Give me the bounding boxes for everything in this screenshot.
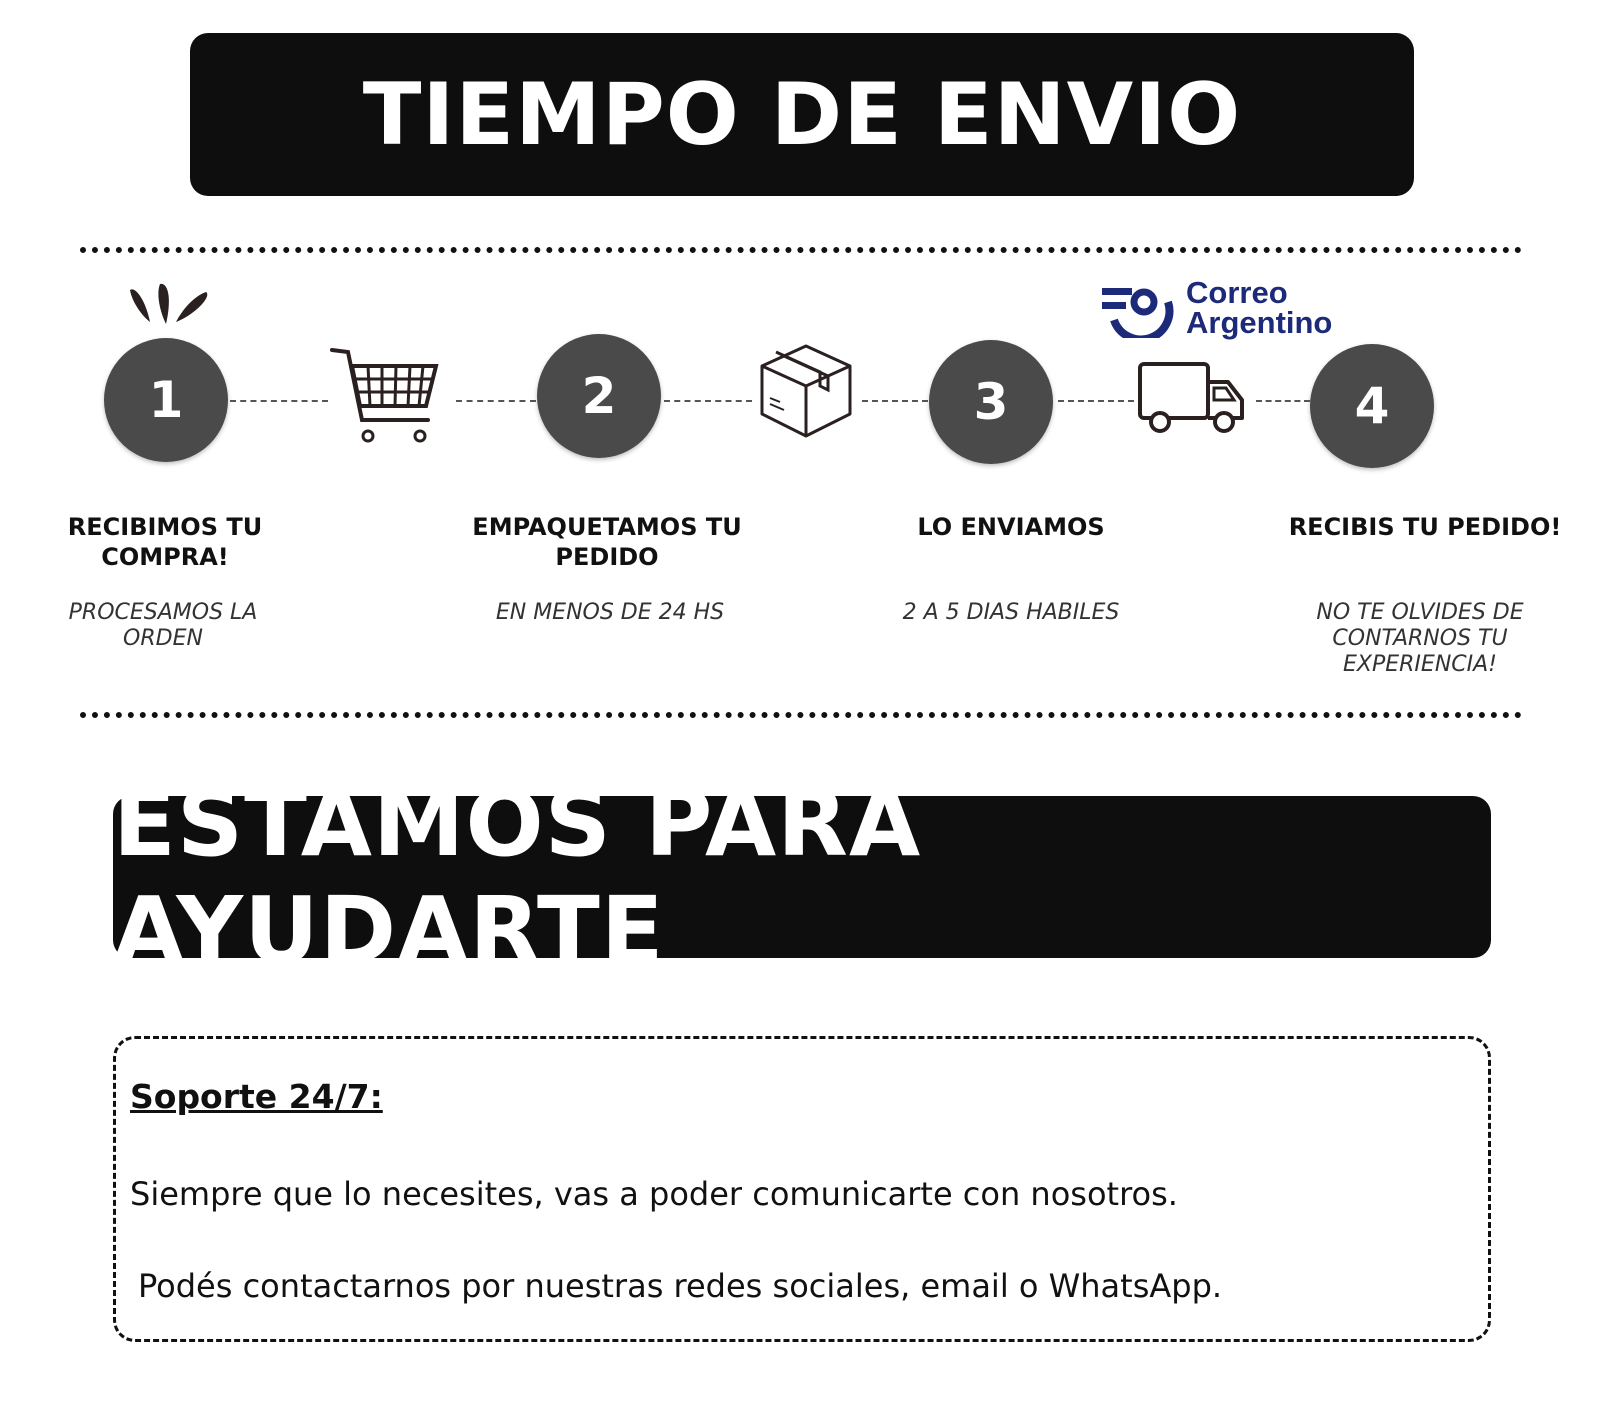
title-banner bbox=[190, 33, 1414, 196]
step-1-title: RECIBIMOS TU COMPRA! bbox=[67, 513, 263, 571]
page-title: TIEMPO DE ENVIO bbox=[362, 64, 1242, 165]
step-3-number: 3 bbox=[973, 373, 1009, 431]
step-4-number: 4 bbox=[1354, 377, 1390, 435]
step-4-subtitle: NO TE OLVIDES DE CONTARNOS TU EXPERIENCIA! bbox=[1316, 600, 1524, 677]
help-banner-title: ESTAMOS PARA AYUDARTE bbox=[113, 770, 922, 984]
step-2-subtitle: EN MENOS DE 24 HS bbox=[495, 600, 725, 625]
step-1-subtitle: PROCESAMOS LA ORDEN bbox=[68, 600, 258, 651]
dotted-divider-bottom bbox=[80, 712, 1522, 718]
step-4-circle bbox=[1310, 344, 1434, 468]
step-3-subtitle: 2 A 5 DIAS HABILES bbox=[902, 600, 1120, 625]
step-3-title: LO ENVIAMOS bbox=[917, 513, 1105, 541]
support-heading: Soporte 24/7: bbox=[130, 1077, 383, 1116]
step-2-number: 2 bbox=[581, 367, 617, 425]
carrier-logo-text bbox=[1186, 275, 1333, 340]
support-text-line1: Siempre que lo necesites, vas a poder comunicarte con nosotros. bbox=[130, 1175, 1178, 1213]
connector-line bbox=[862, 400, 928, 402]
dotted-divider-top bbox=[80, 247, 1522, 253]
step-1-circle bbox=[104, 338, 228, 462]
package-box-icon bbox=[758, 340, 854, 440]
step-1-number: 1 bbox=[148, 371, 184, 429]
step-2-circle bbox=[537, 334, 661, 458]
carrier-name-line2: Argentino bbox=[1186, 305, 1333, 340]
step-3-circle bbox=[929, 340, 1053, 464]
step-2-title: EMPAQUETAMOS TU PEDIDO bbox=[472, 513, 742, 571]
step-4-title: RECIBIS TU PEDIDO! bbox=[1288, 513, 1562, 541]
connector-line bbox=[664, 400, 752, 402]
shopping-cart-icon bbox=[330, 346, 440, 446]
help-banner bbox=[113, 770, 1491, 984]
correo-argentino-logo-icon bbox=[1100, 280, 1180, 338]
connector-line bbox=[456, 400, 536, 402]
support-box bbox=[113, 1036, 1491, 1342]
carrier-name-line1: Correo bbox=[1186, 275, 1288, 310]
sparkle-icon bbox=[126, 282, 212, 328]
connector-line bbox=[230, 400, 328, 402]
delivery-truck-icon bbox=[1136, 360, 1248, 438]
connector-line bbox=[1058, 400, 1134, 402]
connector-line bbox=[1256, 400, 1310, 402]
support-text-line2: Podés contactarnos por nuestras redes sociales, email o WhatsApp. bbox=[138, 1267, 1223, 1305]
